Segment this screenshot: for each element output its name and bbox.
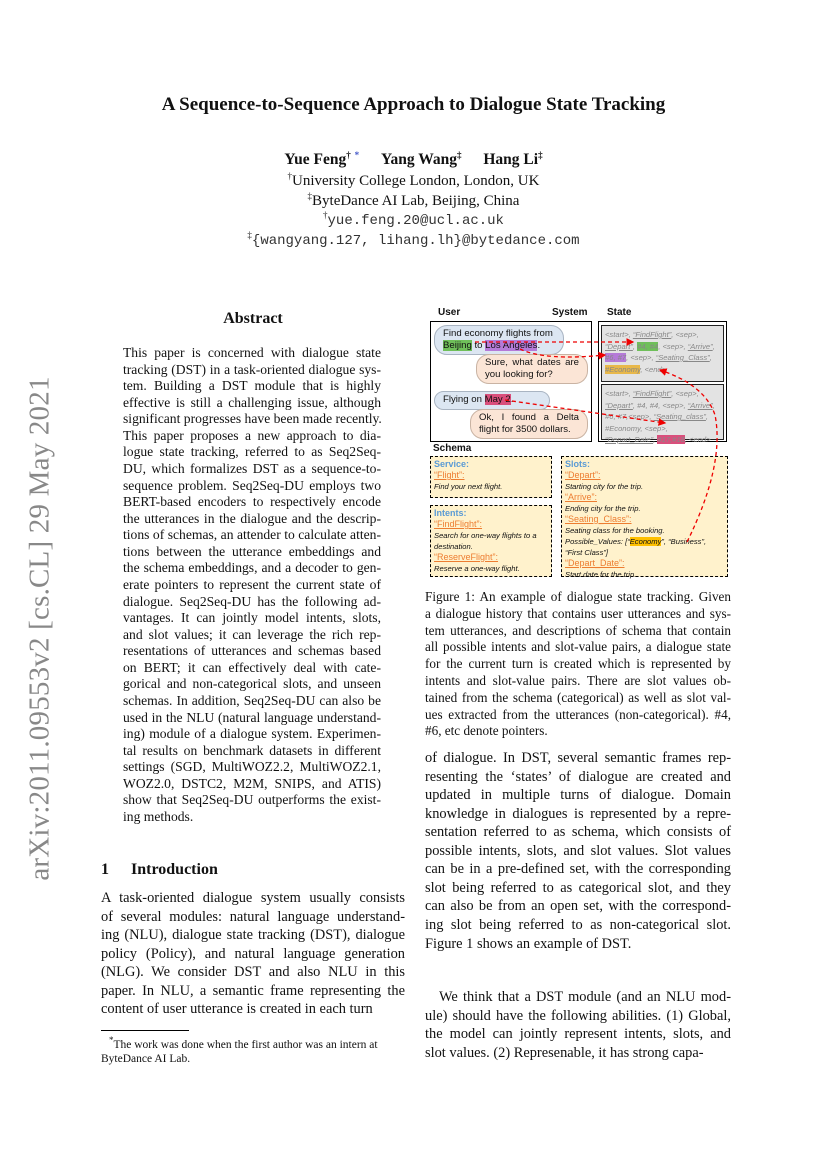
- text-line: We think that a DST module (and an NLU mod-: [439, 989, 731, 1005]
- author: Yue Feng† *: [284, 150, 360, 169]
- text-line: tained from the schema (categorical) as well as slot val-: [425, 689, 731, 705]
- text-line: effective is still a challenging issue, although: [123, 394, 381, 410]
- system-utterance: Ok, I found a Delta flight for 3500 dollars.: [470, 409, 588, 439]
- text-line: and slot values; it can leverage the rich rep-: [123, 626, 381, 642]
- text-line: the utterances in the dialogue and the descrip-: [123, 510, 381, 526]
- text-line: tions of schemas, an attender to calculate atten-: [123, 527, 381, 543]
- text-line: ing methods.: [123, 808, 194, 824]
- text-line: tal results on benchmark datasets in different: [123, 742, 381, 758]
- text-line: ues extracted from the utterances (non-categorical). #4,: [425, 706, 731, 722]
- text-line: Figure 1: An example of dialogue state tracking. Given: [425, 589, 731, 604]
- text-line: for the current turn is created which is represented by: [425, 656, 731, 672]
- text-line: ule) should have the following abilities. (1) Global,: [425, 1007, 731, 1024]
- text-line: A task-oriented dialogue system usually consists: [101, 890, 405, 906]
- schema-service: Service: “Flight”: Find your next flight.: [430, 456, 552, 498]
- text-line: ing slot being referred to as non-categorical slot.: [425, 916, 731, 933]
- text-line: possible intents, slots, and slot values. Slot values: [425, 842, 731, 859]
- text-line: paper. In NLU, a semantic frame representing the: [101, 982, 405, 999]
- text-line: resentations of utterances and schemas based: [123, 643, 381, 659]
- arrow-economy: [660, 370, 717, 542]
- text-line: used in the NLU (natural language understand-: [123, 709, 381, 725]
- footnote-rule: [101, 1030, 189, 1031]
- text-line: the model can jointly represent intents, slots, and: [425, 1026, 731, 1043]
- text-line: logue state tracking, referred to as Seq2Seq-: [123, 444, 381, 460]
- text-line: knowledge in dialogues is represented by a repre-: [425, 805, 731, 822]
- arxiv-identifier: arXiv:2011.09553v2 [cs.CL] 29 May 2021: [23, 376, 56, 881]
- abstract-heading: Abstract: [223, 310, 283, 327]
- user-utterance: Flying on May 2.: [434, 391, 550, 410]
- text-line: erate pointers to represent the current state of: [123, 576, 381, 592]
- text-line: all possible intents and slot-value pairs, a dialogue state: [425, 639, 731, 655]
- text-line: on BERT; it can effectively deal with cate-: [123, 659, 381, 675]
- footnote: *The work was done when the first author was an intern at ByteDance AI Lab.: [101, 1035, 378, 1066]
- author-list: [0, 150, 827, 169]
- author: Yang Wang‡: [381, 150, 462, 169]
- text-line: BERT-based encoders to respectively encode: [123, 494, 381, 510]
- text-line: slot being referred to as categorical slot, and they: [425, 879, 731, 896]
- affiliation: †University College London, London, UK: [287, 171, 540, 189]
- user-label: User: [438, 307, 461, 318]
- text-line: policy (Policy), and natural language generation: [101, 945, 405, 962]
- text-line: DU, which formalizes DST as a sequence-to-: [123, 460, 381, 476]
- pointer-arrows: [425, 305, 730, 580]
- text-line: ing) module of a dialogue system. Experimen-: [123, 726, 381, 742]
- footnote-link[interactable]: *: [354, 150, 360, 160]
- text-line: show that Seq2Seq-DU outperforms the exist-: [123, 792, 381, 808]
- text-line: the schema embeddings, and a decoder to gen-: [123, 560, 381, 576]
- arrow-arrive: [520, 349, 605, 357]
- text-line: significant progresses have been made recently.: [123, 411, 382, 427]
- figure-1: [425, 305, 730, 580]
- text-line: settings (SGD, MultiWOZ2.2, MultiWOZ2.1,: [123, 759, 381, 775]
- text-line: resenting the ‘states’ of dialogue are created and: [425, 768, 731, 785]
- text-line: updated in multiple turns of dialogue. Domain: [425, 787, 731, 804]
- dialogue-state-turn-2: <start>, “FindFlight”, <sep>, “Depart”, #4, #4, <sep>, “Arrive”, #6, #7,<sep>, “Seating_class”, #Economy, <sep>, “Depart_Date”, #17,#18, <end>: [601, 384, 724, 440]
- state-label: State: [607, 307, 632, 318]
- text-line: tem. Building a DST module that is highly: [123, 378, 381, 394]
- text-line: gorical and non-categorical slots, and unseen: [123, 676, 381, 692]
- system-label: System: [552, 307, 588, 318]
- text-line: Figure 1 shows an example of DST.: [425, 935, 632, 952]
- text-line: can also be from an open set, with the correspond-: [425, 898, 731, 915]
- schema-label: Schema: [433, 443, 472, 454]
- system-utterance: Sure, what dates are you looking for?: [476, 354, 588, 384]
- arrow-date: [505, 400, 665, 423]
- author: Hang Li‡: [483, 150, 543, 169]
- text-line: tions between the utterance embeddings and: [123, 543, 381, 559]
- section-heading: 1 Introduction: [101, 861, 218, 878]
- text-line: This paper is concerned with dialogue state: [123, 345, 381, 360]
- text-line: of several modules: natural language understand-: [101, 908, 405, 925]
- text-line: sequence problem. Seq2Seq-DU employs two: [123, 477, 381, 493]
- affiliation: ‡ByteDance AI Lab, Beijing, China: [307, 191, 520, 209]
- text-line: This paper proposes a new approach to dia-: [123, 427, 381, 443]
- user-utterance: Find economy flights from Beijing to Los Angeles.: [434, 325, 564, 355]
- schema-slots: Slots: “Depart”: Starting city for the trip. “Arrive”: Ending city for the trip. “Seating_Class”: Seating class for the booking. Possible_Values: [“Economy”, “Business”, “First Class”] “Depart_Date”: Start date for the trip.: [561, 456, 728, 577]
- text-line: tracking (DST) in a task-oriented dialogue sys-: [123, 361, 381, 377]
- text-line: vantages. It can jointly model intents, slots,: [123, 610, 381, 626]
- text-line: slot values. (2) Represenable, it has strong capa-: [425, 1044, 704, 1061]
- text-line: a dialogue history that contains user utterances and sys-: [425, 605, 731, 621]
- text-line: dialogue. Seq2Seq-DU has the following ad-: [123, 593, 381, 609]
- text-line: of dialogue. In DST, several semantic frames rep-: [425, 750, 731, 766]
- text-line: (NLG). We consider DST and also NLU in this: [101, 964, 405, 980]
- schema-intents: Intents: “FindFlight”: Search for one-way flights to a destination. “ReserveFlight”: Reserve a one-way flight.: [430, 505, 552, 577]
- dialogue-state-turn-1: <start>, “FindFlight”, <sep>, “Depart”, #4, #4, <sep>, “Arrive”, #6, #7, <sep>, “Seating_Class”, #Economy, <end>: [601, 325, 724, 382]
- paper-title: A Sequence-to-Sequence Approach to Dialogue State Tracking: [161, 94, 666, 115]
- email: †yue.feng.20@ucl.ac.uk: [323, 210, 504, 229]
- text-line: content of user utterance is created in each turn: [101, 1001, 373, 1017]
- email: ‡{wangyang.127, lihang.lh}@bytedance.com: [247, 230, 580, 249]
- text-line: #6, etc denote pointers.: [425, 723, 548, 739]
- text-line: can be in a pre-defined set, with the corresponding: [425, 861, 731, 878]
- text-line: ing (NLU), dialogue state tracking (DST), dialogue: [101, 927, 405, 943]
- text-line: WOZ2.0, DSTC2, M2M, SNIPS, and ATIS): [123, 775, 381, 791]
- text-line: tem utterances, and descriptions of schema that contain: [425, 622, 731, 638]
- text-line: intents and slot-value pairs. There are slot values ob-: [425, 673, 731, 688]
- text-line: sentation referred to as schema, which consists of: [425, 824, 731, 841]
- text-line: schemas. In addition, Seq2Seq-DU can also be: [123, 692, 381, 708]
